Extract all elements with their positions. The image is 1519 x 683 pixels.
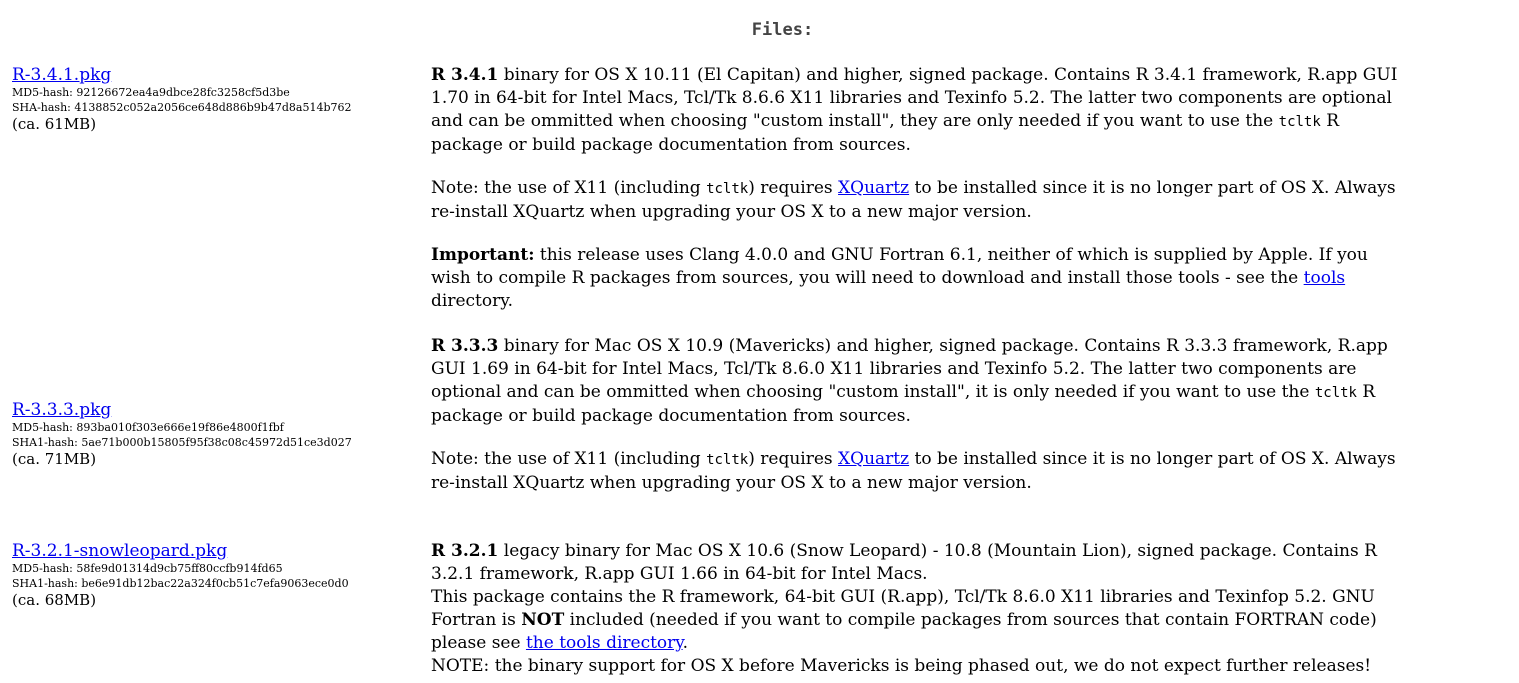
description-text: binary for OS X 10.11 (El Capitan) and higher, signed package. Contains R 3.4.1 framework, R.app GUI 1.70 in 64-bit for Intel Macs, Tcl/Tk 8.6.6 X11 libraries and Texinfo 5.2. The latter two components are optional and can be ommitted when choosing "custom install", they are only needed if you want to use the [431,65,1398,131]
xquartz-link[interactable]: XQuartz [838,178,910,198]
sha1-hash: SHA1-hash: be6e91db12bac22a324f0cb51c7efa9063ece0d0 [12,577,349,590]
description-paragraph [431,540,1406,586]
description-paragraph [431,335,1406,428]
sha-hash: SHA-hash: 4138852c052a2056ce648d886b9b47d8a514b762 [12,101,352,114]
xquartz-note [431,177,1406,224]
download-link-r333[interactable]: R-3.3.3.pkg [12,400,112,420]
tcltk-code: tcltk [706,181,749,197]
description-text: legacy binary for Mac OS X 10.6 (Snow Leopard) - 10.8 (Mountain Lion), signed package. Contains R 3.2.1 framework, R.app GUI 1.66 in 64-bit for Intel Macs. [431,541,1377,584]
tools-link[interactable]: tools [1303,268,1346,288]
sha1-hash: SHA1-hash: 5ae71b000b15805f95f38c08c45972d51ce3d027 [12,436,352,449]
contents-text: This package contains the R framework, 64-bit GUI (R.app), Tcl/Tk 8.6.0 X11 libraries and Texinfop 5.2. GNU Fortran is [431,587,1375,630]
note-text: ) requires [748,178,839,198]
package-description-r341 [431,64,1406,313]
note-text: ) requires [748,449,839,469]
download-link-r341[interactable]: R-3.4.1.pkg [12,65,112,85]
tools-directory-link[interactable]: the tools directory [525,633,683,653]
important-label: Important: [431,245,535,265]
tcltk-code: tcltk [1314,385,1357,401]
description-text: binary for Mac OS X 10.9 (Mavericks) and higher, signed package. Contains R 3.3.3 framework, R.app GUI 1.69 in 64-bit for Intel Macs, Tcl/Tk 8.6.0 X11 libraries and Texinfo 5.2. The latter two components are optional and can be ommitted when choosing "custom install", it is only needed if you want to use the [431,336,1388,402]
version-label: R 3.4.1 [431,65,499,85]
md5-hash: MD5-hash: 893ba010f303e666e19f86e4800f1fbf [12,421,284,434]
description-text: R package or build package documentation from sources. [431,111,1340,155]
contents-text: included (needed if you want to compile packages from sources that contain FORTRAN code) please see [431,610,1377,653]
file-size: (ca. 71MB) [12,450,97,468]
note-text: Note: the use of X11 (including [431,449,707,469]
package-info-r333 [12,401,352,468]
xquartz-note [431,448,1406,495]
note-text: to be installed since it is no longer part of OS X. Always re-install XQuartz when upgrading your OS X to a new major version. [431,449,1396,493]
important-text: this release uses Clang 4.0.0 and GNU Fortran 6.1, neither of which is supplied by Apple. If you wish to compile R packages from sources, you will need to download and install those tools - see the [431,245,1368,288]
file-size: (ca. 61MB) [12,115,97,133]
package-contents-paragraph [431,586,1406,655]
version-label: R 3.2.1 [431,541,499,561]
not-label: NOT [521,610,565,630]
file-size: (ca. 68MB) [12,591,97,609]
package-info-r321 [12,542,349,609]
note-text: Note: the use of X11 (including [431,178,707,198]
description-paragraph [431,64,1406,157]
note-text: to be installed since it is no longer part of OS X. Always re-install XQuartz when upgrading your OS X to a new major version. [431,178,1396,222]
files-heading: Files: [751,20,814,40]
package-info-r341 [12,66,351,133]
tcltk-code: tcltk [706,452,749,468]
package-description-r321 [431,540,1406,678]
xquartz-link[interactable]: XQuartz [838,449,910,469]
description-text: R package or build package documentation from sources. [431,382,1376,426]
md5-hash: MD5-hash: 58fe9d01314d9cb75ff80ccfb914fd65 [12,562,283,575]
md5-hash: MD5-hash: 92126672ea4a9dbce28fc3258cf5d3be [12,86,290,99]
tcltk-code: tcltk [1278,114,1321,130]
package-description-r333 [431,335,1406,495]
download-link-r321[interactable]: R-3.2.1-snowleopard.pkg [12,541,228,561]
contents-text: . [682,633,689,653]
version-label: R 3.3.3 [431,336,499,356]
important-note [431,244,1406,313]
important-text: directory. [431,291,513,311]
phaseout-note: NOTE: the binary support for OS X before Mavericks is being phased out, we do not expect further releases! [431,656,1372,676]
